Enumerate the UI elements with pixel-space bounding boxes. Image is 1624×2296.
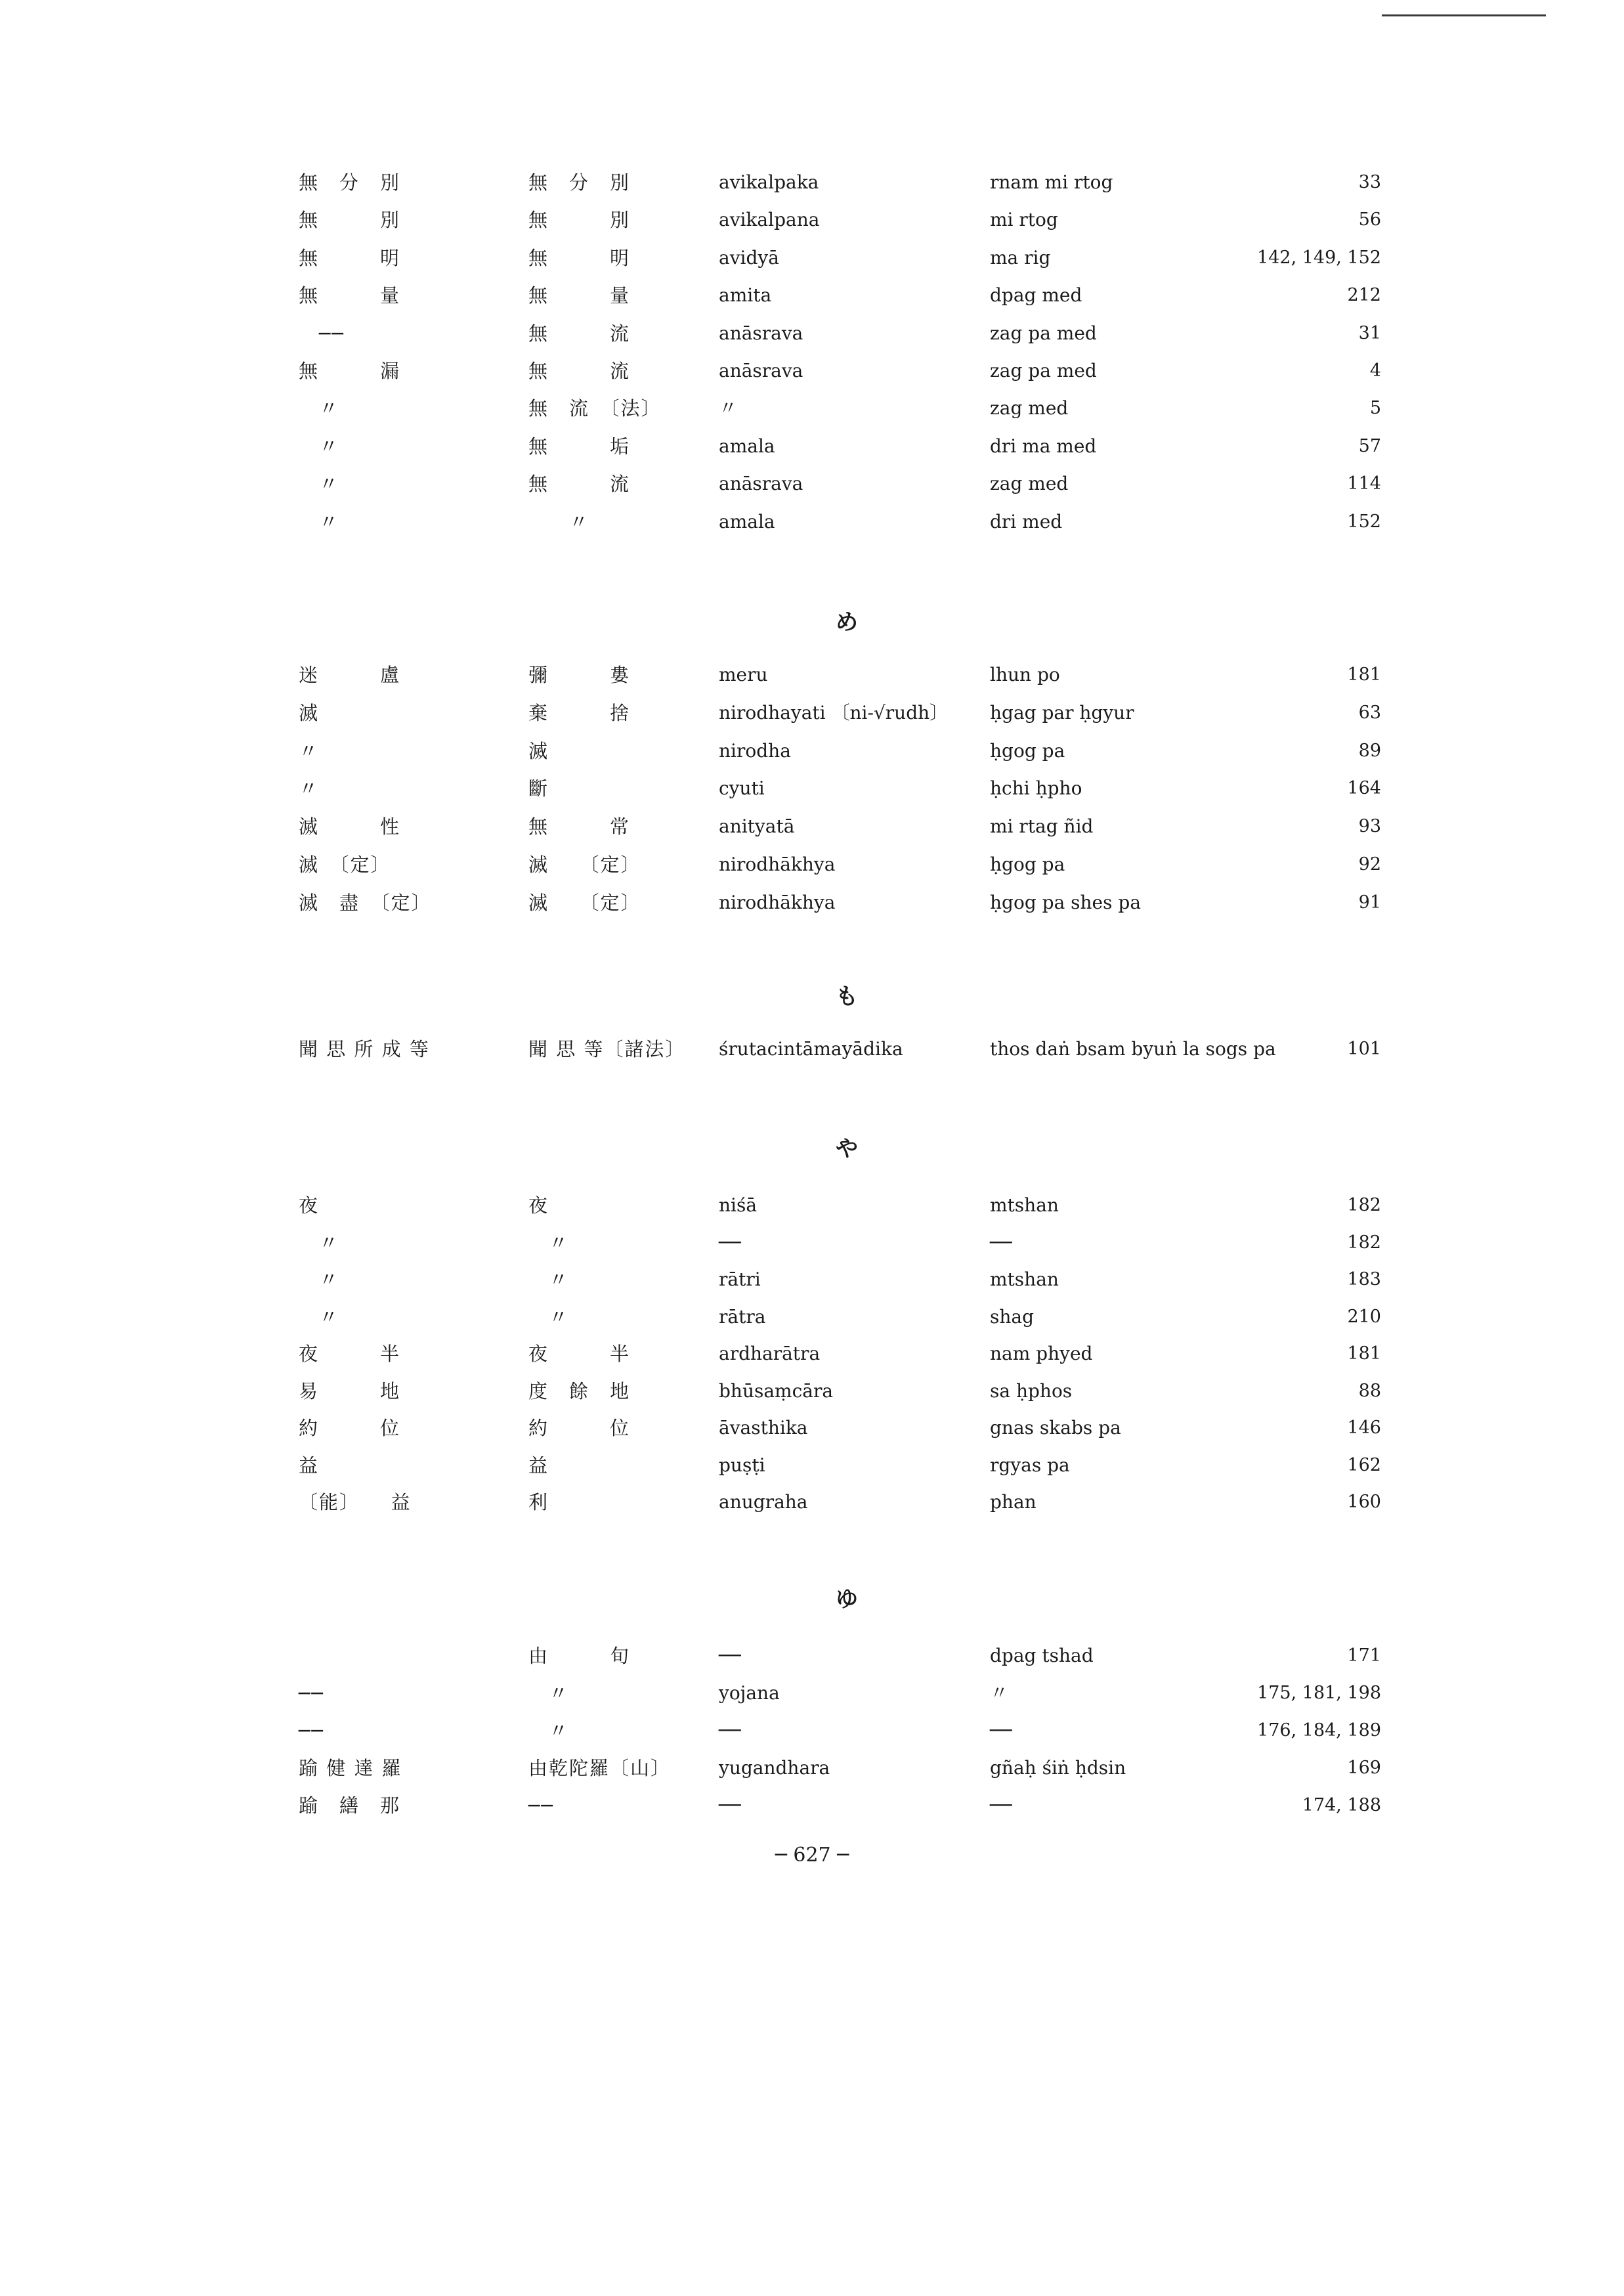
tibetan-term: shag	[990, 1306, 1035, 1328]
chinese-term: 滅 〔定〕	[299, 854, 391, 876]
sanskrit-term: yugandhara	[719, 1757, 830, 1779]
index-entry-row	[0, 1304, 1624, 1341]
tibetan-term: 〃	[990, 1682, 1009, 1704]
chinese-term: 滅	[299, 702, 320, 724]
page-reference: 164	[1347, 778, 1381, 798]
chinese-term: 夜 半	[299, 1343, 401, 1365]
tibetan-term: ḥgog pa	[990, 740, 1065, 762]
sanskrit-term: meru	[719, 664, 768, 685]
index-entry-row	[0, 852, 1624, 888]
page-reference: 152	[1347, 511, 1381, 532]
sanskrit-term: cyuti	[719, 777, 765, 799]
tibetan-term: dri med	[990, 511, 1063, 532]
chinese-term: 〃	[299, 511, 340, 533]
sanskrit-term: niśā	[719, 1194, 758, 1216]
page-reference: 93	[1358, 816, 1381, 836]
original-term: 無 流	[528, 473, 631, 495]
original-term: 由乾陀羅〔山〕	[528, 1757, 672, 1779]
original-term: 無 別	[528, 209, 631, 231]
original-term: 無 垢	[528, 435, 631, 458]
sanskrit-term: yojana	[719, 1682, 780, 1704]
index-entry-row	[0, 1415, 1624, 1452]
index-entry-row	[0, 1192, 1624, 1229]
tibetan-term: zag med	[990, 397, 1069, 419]
index-entry-row	[0, 282, 1624, 319]
page-reference: 171	[1347, 1645, 1381, 1666]
index-entry-row	[0, 1755, 1624, 1792]
original-term: 〃	[528, 1232, 570, 1254]
chinese-term: 〃	[299, 1232, 340, 1254]
chinese-term: 〃	[299, 473, 340, 495]
page-reference: 182	[1347, 1195, 1381, 1215]
sanskrit-term: anugraha	[719, 1491, 808, 1513]
original-term: 彌 婁	[528, 664, 631, 686]
page-reference: 4	[1369, 360, 1381, 381]
index-entry-row	[0, 890, 1624, 926]
index-entry-row	[0, 775, 1624, 812]
index-entry-row	[0, 1452, 1624, 1489]
tibetan-term: gñaḥ śiṅ ḥdsin	[990, 1757, 1126, 1779]
page-reference: 91	[1358, 892, 1381, 913]
sanskrit-term: bhūsaṃcāra	[719, 1380, 834, 1402]
sanskrit-term: amala	[719, 435, 775, 457]
chinese-term: 〃	[299, 1268, 340, 1291]
original-term: 夜 半	[528, 1343, 631, 1365]
tibetan-term: mtshan	[990, 1268, 1059, 1290]
tibetan-term: sa ḥphos	[990, 1380, 1073, 1402]
page-reference: 210	[1347, 1307, 1381, 1327]
sanskrit-term: amala	[719, 511, 775, 532]
original-term: 無 流	[528, 322, 631, 345]
chinese-term: 〃	[299, 777, 320, 800]
page-reference: 169	[1347, 1758, 1381, 1778]
sanskrit-term: 〃	[719, 397, 738, 419]
page-reference: 162	[1347, 1455, 1381, 1475]
original-term: 夜	[528, 1194, 549, 1217]
section-heading: や	[836, 1136, 858, 1162]
sanskrit-term: avikalpaka	[719, 171, 819, 193]
sanskrit-term: ──	[719, 1645, 741, 1666]
original-term: 〃	[528, 1268, 570, 1291]
original-term: 〃	[528, 1306, 570, 1328]
chinese-term: 無 分 別	[299, 171, 401, 194]
chinese-term: 〃	[299, 740, 320, 762]
chinese-term: 迷 盧	[299, 664, 401, 686]
chinese-term: 滅 性	[299, 815, 401, 838]
index-entry-row	[0, 245, 1624, 282]
tibetan-term: mi rtag ñid	[990, 815, 1094, 837]
sanskrit-term: anāsrava	[719, 360, 803, 381]
index-entry-row	[0, 662, 1624, 699]
tibetan-term: gnas skabs pa	[990, 1417, 1121, 1439]
page-reference: 88	[1358, 1381, 1381, 1401]
page-reference: 174, 188	[1302, 1795, 1381, 1815]
index-entry-row	[0, 509, 1624, 546]
chinese-term: 易 地	[299, 1380, 401, 1402]
section-heading: も	[836, 984, 858, 1010]
tibetan-term: ḥgag par ḥgyur	[990, 702, 1134, 724]
sanskrit-term: nirodhayati 〔ni-√rudh〕	[719, 702, 949, 724]
tibetan-term: phan	[990, 1491, 1036, 1513]
page-reference: 182	[1347, 1232, 1381, 1253]
page-reference: 56	[1358, 209, 1381, 230]
sanskrit-term: anāsrava	[719, 473, 803, 494]
original-term: 無 分 別	[528, 171, 631, 194]
sanskrit-term: avidyā	[719, 247, 779, 269]
chinese-term: ──	[299, 1682, 324, 1704]
tibetan-term: dpag med	[990, 284, 1082, 306]
chinese-term: 聞 思 所 成 等	[299, 1038, 430, 1060]
index-entry-row	[0, 1267, 1624, 1303]
tibetan-term: zag med	[990, 473, 1069, 494]
index-entry-row	[0, 471, 1624, 508]
chinese-term: 〃	[299, 397, 340, 420]
tibetan-term: thos daṅ bsam byuṅ la sogs pa	[990, 1038, 1276, 1060]
page-reference: 142, 149, 152	[1257, 248, 1381, 268]
original-term: 無 常	[528, 815, 631, 838]
index-entry-row	[0, 1036, 1624, 1073]
chinese-term: 滅 盡 〔定〕	[299, 892, 432, 914]
original-term: 無 明	[528, 247, 631, 269]
tibetan-term: zag pa med	[990, 322, 1097, 344]
original-term: 滅 〔定〕	[528, 854, 641, 876]
original-term: 〃	[528, 1682, 570, 1704]
page-reference: 33	[1358, 172, 1381, 192]
index-entry-row	[0, 1341, 1624, 1377]
index-entry-row	[0, 395, 1624, 432]
index-entry-row	[0, 738, 1624, 775]
original-term: 益	[528, 1454, 549, 1477]
page-reference: 212	[1347, 285, 1381, 305]
chinese-term: ──	[299, 322, 345, 345]
original-term: 滅 〔定〕	[528, 892, 641, 914]
sanskrit-term: śrutacintāmayādika	[719, 1038, 903, 1060]
chinese-term: 〃	[299, 435, 340, 458]
tibetan-term: ──	[990, 1232, 1012, 1253]
index-entry-row	[0, 700, 1624, 737]
page-reference: 176, 184, 189	[1257, 1720, 1381, 1741]
original-term: 斷	[528, 777, 549, 800]
tibetan-term: mtshan	[990, 1194, 1059, 1216]
page-reference: 160	[1347, 1492, 1381, 1512]
page-reference: 175, 181, 198	[1257, 1683, 1381, 1703]
tibetan-term: dpag tshad	[990, 1645, 1094, 1666]
sanskrit-term: ──	[719, 1720, 741, 1741]
chinese-term: 無 漏	[299, 360, 401, 382]
chinese-term: ──	[299, 1720, 324, 1742]
page-reference: 183	[1347, 1269, 1381, 1289]
tibetan-term: rnam mi rtog	[990, 171, 1113, 193]
tibetan-term: ḥgog pa shes pa	[990, 892, 1142, 913]
tibetan-term: ──	[990, 1720, 1012, 1741]
index-entry-row	[0, 1680, 1624, 1717]
index-entry-row	[0, 169, 1624, 206]
tibetan-term: zag pa med	[990, 360, 1097, 381]
chinese-term: 〔能〕 益	[299, 1491, 412, 1513]
index-entry-row	[0, 1643, 1624, 1679]
sanskrit-term: ──	[719, 1232, 741, 1253]
sanskrit-term: anāsrava	[719, 322, 803, 344]
original-term: 聞 思 等〔諸法〕	[528, 1038, 686, 1060]
chinese-term: 踰 繕 那	[299, 1794, 401, 1817]
sanskrit-term: rātri	[719, 1268, 761, 1290]
index-entry-row	[0, 320, 1624, 357]
index-entry-row	[0, 1718, 1624, 1754]
section-heading: ゆ	[836, 1586, 858, 1613]
index-entry-row	[0, 358, 1624, 395]
sanskrit-term: nirodha	[719, 740, 791, 762]
original-term: 滅	[528, 740, 549, 762]
original-term: 度 餘 地	[528, 1380, 631, 1402]
page-reference: 63	[1358, 703, 1381, 723]
tibetan-term: nam phyed	[990, 1343, 1093, 1364]
chinese-term: 〃	[299, 1306, 340, 1328]
sanskrit-term: ──	[719, 1794, 741, 1816]
original-term: 〃	[528, 511, 590, 533]
original-term: 棄 捨	[528, 702, 631, 724]
original-term: 無 量	[528, 284, 631, 307]
index-entry-row	[0, 1792, 1624, 1829]
original-term: 無 流	[528, 360, 631, 382]
chinese-term: 無 量	[299, 284, 401, 307]
section-heading: め	[836, 609, 858, 636]
index-entry-row	[0, 1230, 1624, 1267]
original-term: 無 流 〔法〕	[528, 397, 662, 420]
chinese-term: 約 位	[299, 1417, 401, 1439]
page-reference: 101	[1347, 1039, 1381, 1059]
page-reference: 181	[1347, 1343, 1381, 1364]
index-entry-row	[0, 813, 1624, 850]
sanskrit-term: anityatā	[719, 815, 795, 837]
original-term: 利	[528, 1491, 549, 1513]
page-reference: 146	[1347, 1418, 1381, 1438]
top-rule	[1382, 14, 1546, 16]
tibetan-term: dri ma med	[990, 435, 1097, 457]
sanskrit-term: nirodhākhya	[719, 892, 836, 913]
index-entry-row	[0, 1489, 1624, 1526]
original-term: 〃	[528, 1720, 570, 1742]
sanskrit-term: rātra	[719, 1306, 766, 1328]
tibetan-term: mi rtog	[990, 209, 1058, 230]
index-entry-row	[0, 1378, 1624, 1415]
page-number: ─ 627 ─	[775, 1844, 849, 1867]
tibetan-term: lhun po	[990, 664, 1060, 685]
original-term: 約 位	[528, 1417, 631, 1439]
sanskrit-term: puṣṭi	[719, 1454, 765, 1476]
tibetan-term: rgyas pa	[990, 1454, 1070, 1476]
sanskrit-term: amita	[719, 284, 772, 306]
chinese-term: 無 別	[299, 209, 401, 231]
original-term: ──	[528, 1794, 554, 1817]
page-reference: 5	[1369, 398, 1381, 418]
sanskrit-term: ardharātra	[719, 1343, 821, 1364]
index-entry-row	[0, 433, 1624, 470]
sanskrit-term: āvasthika	[719, 1417, 808, 1439]
page-reference: 92	[1358, 854, 1381, 875]
chinese-term: 踰 健 達 羅	[299, 1757, 402, 1779]
chinese-term: 夜	[299, 1194, 320, 1217]
chinese-term: 無 明	[299, 247, 401, 269]
sanskrit-term: avikalpana	[719, 209, 820, 230]
page-reference: 89	[1358, 741, 1381, 761]
index-entry-row	[0, 207, 1624, 244]
tibetan-term: ──	[990, 1794, 1012, 1816]
page-reference: 181	[1347, 664, 1381, 685]
sanskrit-term: nirodhākhya	[719, 854, 836, 875]
tibetan-term: ḥchi ḥpho	[990, 777, 1082, 799]
page-reference: 57	[1358, 436, 1381, 456]
page-reference: 114	[1347, 473, 1381, 494]
tibetan-term: ma rig	[990, 247, 1051, 269]
page-reference: 31	[1358, 323, 1381, 343]
tibetan-term: ḥgog pa	[990, 854, 1065, 875]
chinese-term: 益	[299, 1454, 320, 1477]
original-term: 由 旬	[528, 1645, 631, 1667]
